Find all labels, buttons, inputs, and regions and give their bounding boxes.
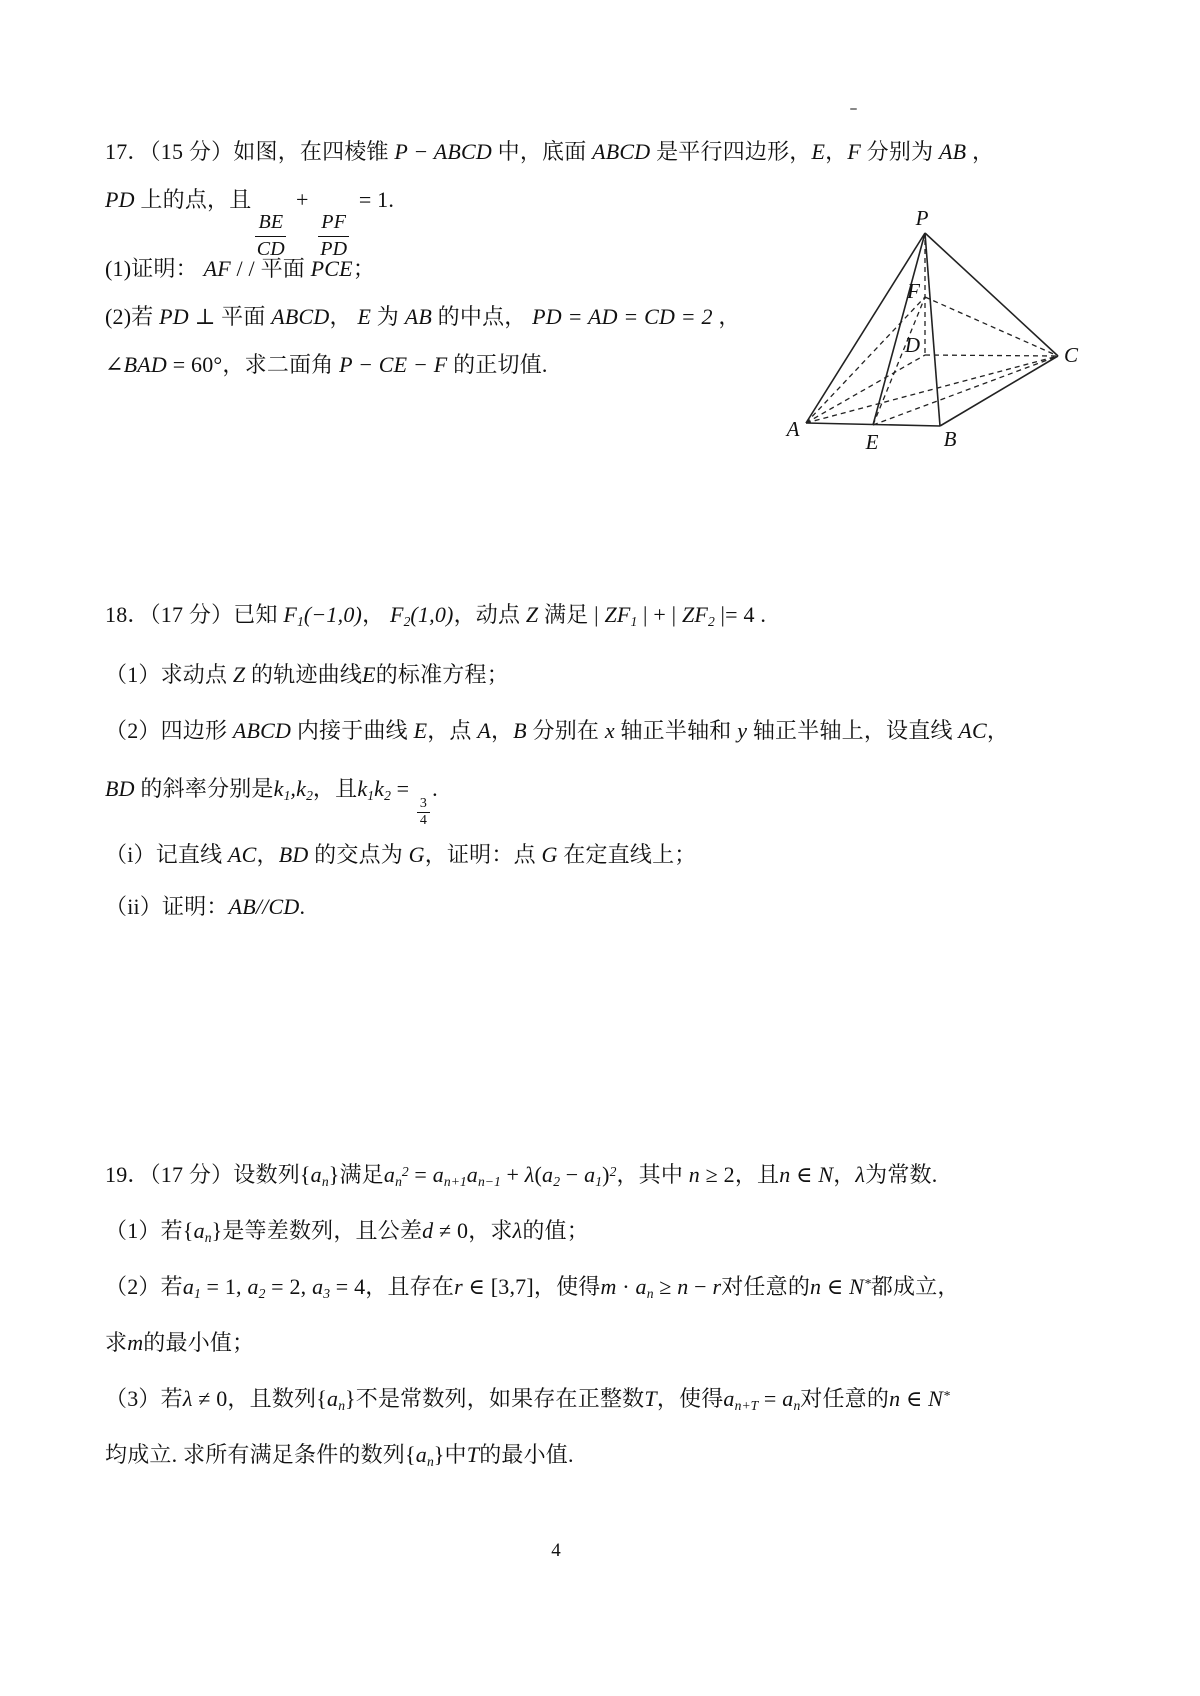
q19-line-4: 求m的最小值； <box>105 1330 255 1355</box>
q17-line-4: (2)若 PD ⊥ 平面 ABCD， E 为 AB 的中点， PD = AD = CD = 2 ， <box>105 304 741 329</box>
q19-line-5: （3）若λ ≠ 0，且数列$\{a_n\}$不是常数列，如果存在正整数T，使得$a_{n+T} = a_n$对任意的n ∈ N* <box>105 1386 950 1413</box>
edge-bc <box>940 356 1058 426</box>
label-A: A <box>786 417 800 441</box>
stray-mark <box>850 108 857 110</box>
edge-dc-dashed <box>925 355 1058 356</box>
q19-line-6: 均成立. 求所有满足条件的数列$\{a_n\}$中T的最小值. <box>105 1442 574 1469</box>
q17-line-5: ∠BAD = 60°，求二面角 P − CE − F 的正切值. <box>105 352 548 377</box>
q18-line-2: （1）求动点 Z 的轨迹曲线E的标准方程； <box>105 662 509 687</box>
label-F: F <box>907 279 920 303</box>
q18-line-1: 18．（17 分）已知 $F_1(-1,0)$， $F_2(1,0)$，动点 Z 满足 | $ZF_1$ | + | $ZF_2$ |= 4 . <box>105 602 767 629</box>
diag-ac-dashed <box>806 356 1058 423</box>
seg-ef-dashed <box>873 297 925 425</box>
q18-line-4: BD 的斜率分别是$k_1,k_2$，且$k_1k_2$ = $\frac{3}{4}$ . <box>105 776 438 829</box>
q19-line-2: （1）若$\{a_n\}$是等差数列，且公差d ≠ 0，求λ的值； <box>105 1218 589 1245</box>
pyramid-figure <box>720 190 1100 465</box>
seg-af-dashed <box>806 297 925 423</box>
label-P: P <box>915 206 929 230</box>
edge-pe <box>873 233 925 425</box>
q19-line-1: 19．（17 分）设数列$\{a_n\}$满足$a_n^2 = a_{n+1}a_{n-1} + \lambda(a_2 - a_1)^2$，其中 n ≥ 2，且n ∈ N，λ为常数. <box>105 1162 938 1189</box>
label-C: C <box>1064 343 1079 367</box>
edge-pb <box>925 233 940 426</box>
q17-line-2: PD 上的点，且 $\frac{BE}{CD}$ + $\frac{PF}{PD}$ = 1. <box>105 187 395 260</box>
label-B: B <box>943 427 957 451</box>
label-E: E <box>865 430 879 454</box>
seg-ec-dashed <box>873 356 1058 425</box>
seg-fc-dashed <box>925 297 1058 356</box>
q18-line-5: （i）记直线 AC，BD 的交点为 G，证明：点 G 在定直线上； <box>105 842 697 867</box>
q18-line-3: （2）四边形 ABCD 内接于曲线 E，点 A，B 分别在 x 轴正半轴和 y 轴正半轴上，设直线 AC， <box>105 718 1010 743</box>
label-D: D <box>904 333 920 357</box>
page-number: 4 <box>551 1540 561 1561</box>
edge-pa <box>806 233 925 423</box>
q19-line-3: （2）若$a_1 = 1$, $a_2 = 2$, $a_3 = 4$，且存在r ∈ [3,7]，使得$m \cdot a_n \ge n - r$对任意的n ∈ N*都成立， <box>105 1274 960 1301</box>
q18-line-6: （ii）证明：AB//CD. <box>105 894 306 919</box>
edge-pc <box>925 233 1058 356</box>
q17-line-3: (1)证明： AF / / 平面 PCE； <box>105 256 376 281</box>
q17-line-1: 17．（15 分）如图，在四棱锥 P − ABCD 中，底面 ABCD 是平行四边形，E，F 分别为 AB ， <box>105 139 995 164</box>
